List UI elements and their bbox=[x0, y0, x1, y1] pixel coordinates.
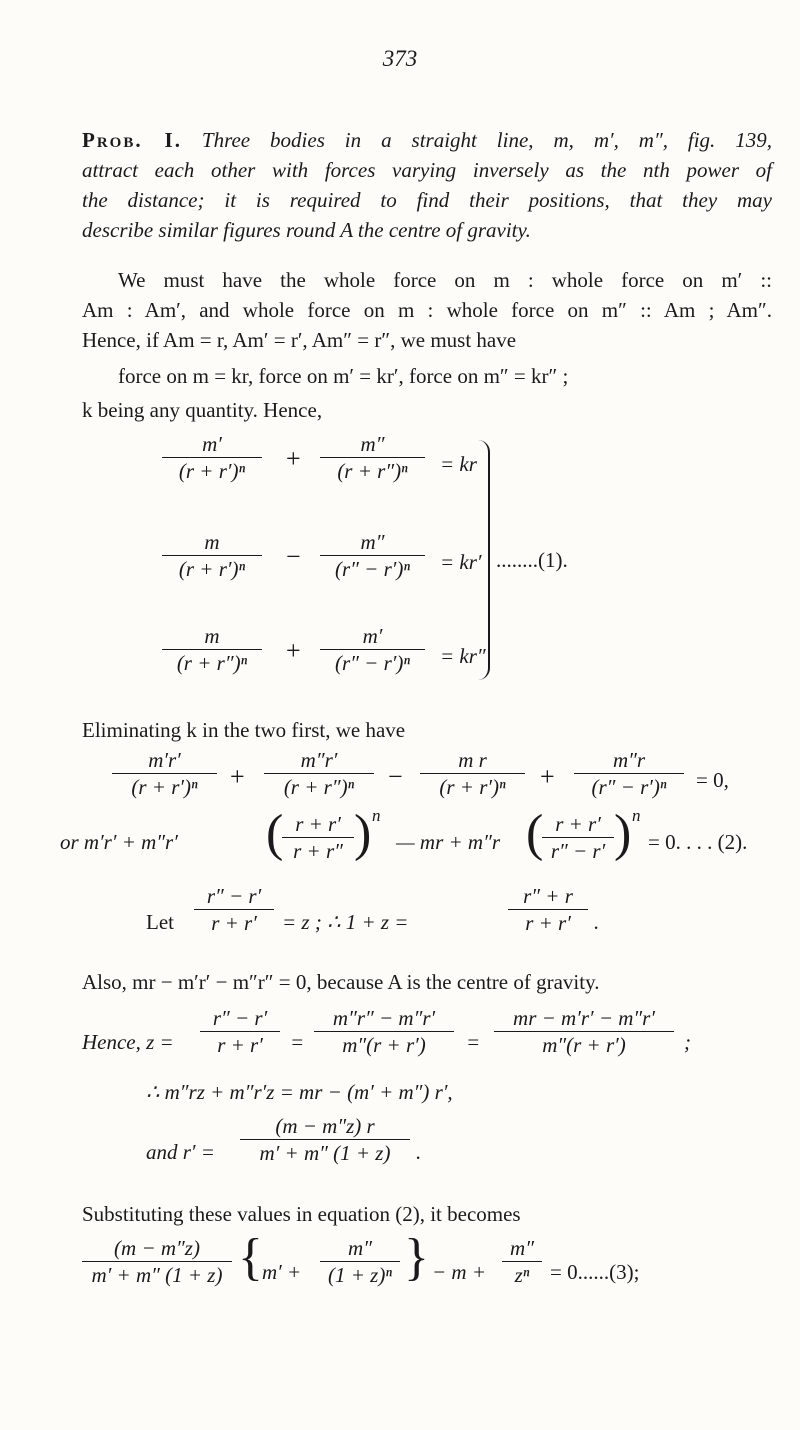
eq2-mid: — mr + m″r bbox=[396, 830, 501, 854]
force-line: force on m = kr, force on m′ = kr′, force on m″ = kr″ ; bbox=[118, 364, 569, 388]
sys-row2-frac-b: $\frac{m''}{\text{(r″ − r′)ⁿ}}$ bbox=[320, 530, 425, 581]
sys-row1-frac-b: $\frac{m''}{\text{(r + r″)ⁿ}}$ bbox=[320, 432, 425, 483]
eq2-exp-2: n bbox=[632, 806, 641, 825]
hence-frac-1: $\frac{r'' - r'}{r + r'}$ bbox=[200, 1006, 280, 1057]
hence-eq-2: = bbox=[466, 1030, 481, 1054]
elim-term-4: $\frac{m''r}{\text{(r″ − r′)ⁿ}}$ bbox=[574, 748, 684, 799]
eq3-brace-a: m′ + bbox=[262, 1260, 302, 1284]
system-brace bbox=[478, 440, 490, 680]
hence-frac-2: $\frac{m''r'' - m''r'}{m''(r + r')}$ bbox=[314, 1006, 454, 1057]
and-frac: $\frac{(m - m''z) r}{m' + m'' (1 + z)}$ bbox=[240, 1114, 410, 1165]
para1-line-1: We must have the whole force on m : whole force on m′ :: bbox=[118, 268, 772, 292]
equation-tag-1: ........(1). bbox=[496, 548, 568, 572]
let-frac-1: $\frac{r'' - r'}{r + r'}$ bbox=[194, 884, 274, 935]
and-tail: . bbox=[416, 1140, 422, 1164]
eq2-frac-2: $\frac{r + r'}{r'' - r'}$ bbox=[542, 812, 614, 863]
elim-op-3: + bbox=[540, 762, 555, 791]
sys-row2-rhs: = kr′ bbox=[440, 550, 482, 574]
problem-line-3: the distance; it is required to find their positions, that they may bbox=[82, 188, 772, 212]
sys-row1-op: + bbox=[286, 444, 301, 473]
and-lead: and r′ = bbox=[146, 1140, 215, 1164]
eq3-brace-close: } bbox=[404, 1229, 429, 1286]
elim-op-1: + bbox=[230, 762, 245, 791]
eq3-frac-2: $\frac{m''}{\text{(1 + z)ⁿ}}$ bbox=[320, 1236, 400, 1287]
eq2-paren-close-2: ) bbox=[614, 805, 632, 862]
sys-row3-op: + bbox=[286, 636, 301, 665]
sys-row1-rhs: = kr bbox=[440, 452, 477, 476]
sys-row3-frac-b: $\frac{m'}{\text{(r″ − r′)ⁿ}}$ bbox=[320, 624, 425, 675]
elim-term-1: $\frac{m'r'}{\text{(r + r′)ⁿ}}$ bbox=[112, 748, 217, 799]
hence-tail: ; bbox=[684, 1030, 691, 1054]
eliminating-line: Eliminating k in the two first, we have bbox=[82, 718, 406, 742]
sys-row2-frac-a: $\frac{m}{\text{(r + r′)ⁿ}}$ bbox=[162, 530, 262, 581]
k-line: k being any quantity. Hence, bbox=[82, 398, 323, 422]
elim-op-2: − bbox=[388, 762, 403, 791]
let-frac-2: $\frac{r'' + r}{r + r'}$ bbox=[508, 884, 588, 935]
sys-row3-rhs: = kr″ bbox=[440, 644, 486, 668]
eq2-exp-1: n bbox=[372, 806, 381, 825]
sys-row3-frac-a: $\frac{m}{\text{(r + r″)ⁿ}}$ bbox=[162, 624, 262, 675]
problem-label: Prob. I. bbox=[82, 128, 182, 152]
eq3-tail: = 0......(3); bbox=[550, 1260, 640, 1284]
therefore-line: ∴ m″rz + m″r′z = mr − (m′ + m″) r′, bbox=[146, 1080, 453, 1104]
hence-lead: Hence, z = bbox=[82, 1030, 174, 1054]
let-mid: = z ; ∴ 1 + z = bbox=[282, 910, 409, 934]
elim-term-3: $\frac{\text{m r}}{\text{(r + r′)ⁿ}}$ bbox=[420, 748, 525, 799]
elim-rhs: = 0, bbox=[696, 768, 729, 792]
eq2-tail: = 0. . . . (2). bbox=[648, 830, 748, 854]
eq3-frac-3: $\frac{m''}{\text{zⁿ}}$ bbox=[502, 1236, 542, 1287]
eq3-brace-open: { bbox=[238, 1229, 263, 1286]
page-number: 373 bbox=[382, 46, 418, 71]
para1-line-3: Hence, if Am = r, Am′ = r′, Am″ = r″, we must have bbox=[82, 328, 517, 352]
let-lead: Let bbox=[146, 910, 174, 934]
let-tail: . bbox=[594, 910, 600, 934]
problem-line-2: attract each other with forces varying inversely as the nth power of bbox=[82, 158, 772, 182]
eq2-paren-open-2: ( bbox=[526, 805, 544, 862]
eq2-frac-1: $\frac{r + r'}{r + r''}$ bbox=[282, 812, 354, 863]
also-line: Also, mr − m′r′ − m″r″ = 0, because A is the centre of gravity. bbox=[82, 970, 600, 994]
sys-row1-frac-a: $\frac{m'}{\text{(r + r′)ⁿ}}$ bbox=[162, 432, 262, 483]
problem-line-1 bbox=[82, 126, 772, 154]
problem-statement-1: Three bodies in a straight line, m, m′, m″, fig. 139, bbox=[201, 128, 772, 152]
elim-term-2: $\frac{m''r'}{\text{(r + r″)ⁿ}}$ bbox=[264, 748, 374, 799]
substituting-line: Substituting these values in equation (2), it becomes bbox=[82, 1202, 521, 1226]
problem-line-4: describe similar figures round A the centre of gravity. bbox=[82, 218, 531, 242]
sys-row2-op: − bbox=[286, 542, 301, 571]
para1-line-2: Am : Am′, and whole force on m : whole force on m″ :: Am ; Am″. bbox=[82, 298, 772, 322]
eq2-paren-open-1: ( bbox=[266, 805, 284, 862]
eq2-lead: or m′r′ + m″r′ bbox=[60, 830, 178, 854]
eq3-frac-1: $\frac{(m - m''z)}{m' + m'' (1 + z)}$ bbox=[82, 1236, 232, 1287]
eq3-mid: − m + bbox=[432, 1260, 487, 1284]
hence-eq-1: = bbox=[290, 1030, 305, 1054]
hence-frac-3: $\frac{mr - m'r' - m''r'}{m''(r + r')}$ bbox=[494, 1006, 674, 1057]
eq2-paren-close-1: ) bbox=[354, 805, 372, 862]
